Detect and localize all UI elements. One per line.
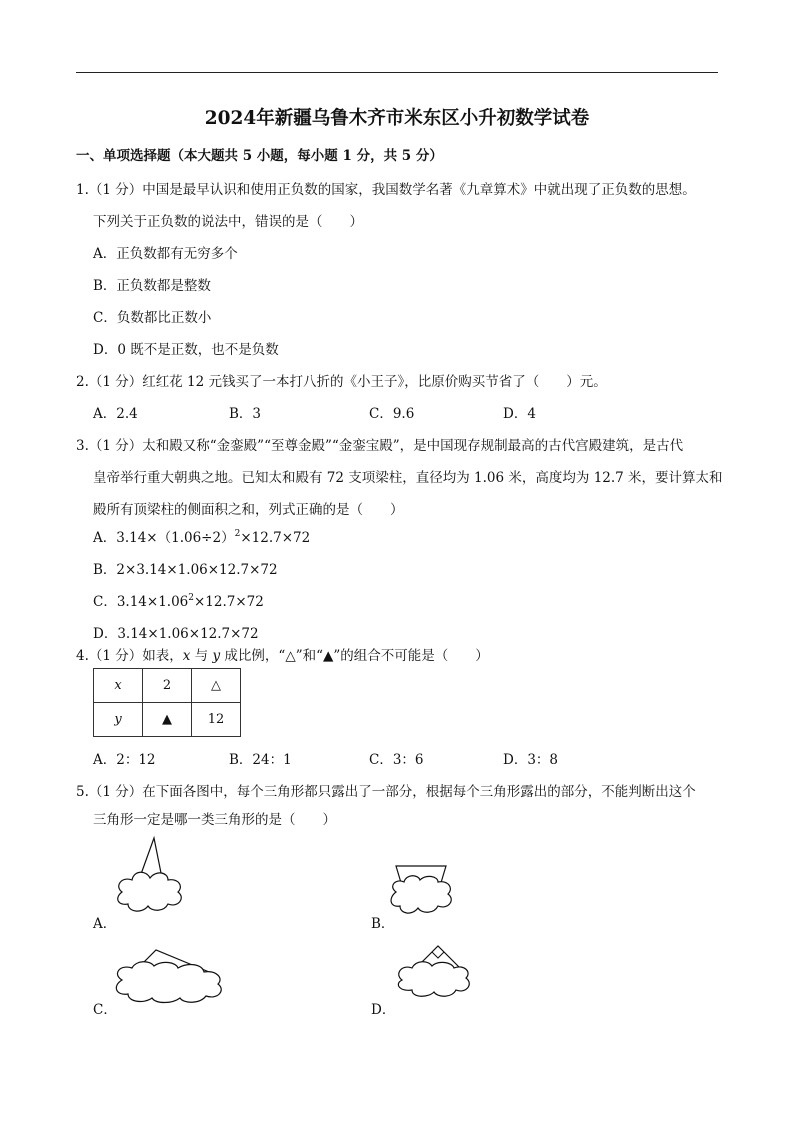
cloud-shape-a bbox=[118, 872, 182, 911]
q4-stem-end: 成比例，“△”和“▲”的组合不可能是（ ） bbox=[220, 648, 489, 664]
q5-label-c: C． bbox=[93, 1002, 117, 1018]
q1-stem-line1: 1.（1 分）中国是最早认识和使用正负数的国家，我国数学名著《九章算术》中就出现了正负数的思想。 bbox=[76, 182, 696, 198]
table-cell: ▲ bbox=[143, 703, 192, 737]
q4-stem bbox=[76, 644, 489, 664]
q3-option-c-base: C．3.14×1.06 bbox=[93, 594, 189, 610]
q4-var-x: x bbox=[182, 648, 191, 664]
q5-label-d: D． bbox=[371, 1002, 396, 1018]
q4-option-d: D．3：8 bbox=[503, 752, 559, 768]
q3-stem-line2: 皇帝举行重大朝典之地。已知太和殿有 72 支项梁柱，直径均为 1.06 米，高度均为 12.7 米，要计算太和 bbox=[93, 470, 723, 486]
page-title: 2024年新疆乌鲁木齐市米东区小升初数学试卷 bbox=[204, 108, 590, 129]
q2-option-a: A．2.4 bbox=[93, 406, 138, 422]
q1-stem-line2: 下列关于正负数的说法中，错误的是（ ） bbox=[93, 214, 363, 230]
q3-option-a-base: A．3.14×（1.06÷2） bbox=[93, 530, 235, 546]
q5-stem-line2: 三角形一定是哪一类三角形的是（ ） bbox=[93, 812, 336, 828]
table-cell: △ bbox=[192, 669, 241, 703]
q5-label-a: A． bbox=[93, 916, 117, 932]
q3-stem-line1: 3.（1 分）太和殿又称“金銮殿”“至尊金殿”“金銮宝殿”，是中国现存规制最高的古代宫殿建筑，是古代 bbox=[76, 438, 684, 454]
q3-option-a bbox=[93, 526, 310, 546]
q3-option-a-exponent: 2 bbox=[234, 529, 241, 539]
q5-label-b: B． bbox=[371, 916, 395, 932]
q4-stem-mid: 与 bbox=[190, 648, 213, 664]
q1-option-d: D．0 既不是正数，也不是负数 bbox=[93, 342, 279, 358]
q3-option-a-rest: ×12.7×72 bbox=[240, 530, 311, 546]
q2-option-c: C．9.6 bbox=[369, 406, 415, 422]
table-row bbox=[94, 703, 241, 737]
q1-option-a: A．正负数都有无穷多个 bbox=[93, 246, 238, 262]
q3-option-d: D．3.14×1.06×12.7×72 bbox=[93, 626, 259, 642]
table-cell: x bbox=[94, 669, 143, 703]
cloud-shape-b bbox=[391, 876, 451, 913]
q3-option-c bbox=[93, 590, 264, 610]
q5-figure-b bbox=[388, 860, 468, 920]
table-cell: 2 bbox=[143, 669, 192, 703]
section-heading: 一、单项选择题（本大题共 5 小题，每小题 1 分，共 5 分） bbox=[76, 148, 443, 164]
right-angle-mark-icon bbox=[432, 952, 444, 958]
header-rule bbox=[76, 72, 718, 73]
q4-var-y: y bbox=[212, 648, 221, 664]
q3-option-b: B．2×3.14×1.06×12.7×72 bbox=[93, 562, 278, 578]
q2-option-d: D．4 bbox=[503, 406, 536, 422]
q1-option-c: C．负数都比正数小 bbox=[93, 310, 212, 326]
q5-figure-a bbox=[112, 836, 202, 916]
q3-stem-line3: 殿所有顶梁柱的侧面积之和，列式正确的是（ ） bbox=[93, 502, 404, 518]
q4-table bbox=[93, 668, 241, 737]
table-cell: y bbox=[94, 703, 143, 737]
cloud-shape-d bbox=[398, 962, 469, 997]
q5-figure-d bbox=[392, 940, 482, 1010]
q4-option-a: A．2：12 bbox=[93, 752, 156, 768]
q3-option-c-rest: ×12.7×72 bbox=[194, 594, 264, 610]
cloud-shape-c bbox=[116, 962, 221, 1003]
q4-option-b: B．24：1 bbox=[229, 752, 292, 768]
q4-option-c: C．3：6 bbox=[369, 752, 424, 768]
q5-figure-c bbox=[110, 944, 230, 1014]
q2-option-b: B．3 bbox=[229, 406, 262, 422]
q3-option-c-exponent: 2 bbox=[188, 593, 194, 603]
q1-option-b: B．正负数都是整数 bbox=[93, 278, 211, 294]
q5-stem-line1: 5.（1 分）在下面各图中，每个三角形都只露出了一部分，根据每个三角形露出的部分，不能判断出这个 bbox=[76, 784, 696, 800]
table-row bbox=[94, 669, 241, 703]
q4-stem-start: 4.（1 分）如表， bbox=[76, 648, 183, 664]
q2-stem: 2.（1 分）红红花 12 元钱买了一本打八折的《小王子》，比原价购买节省了（ ）元。 bbox=[76, 374, 607, 390]
table-cell: 12 bbox=[192, 703, 241, 737]
